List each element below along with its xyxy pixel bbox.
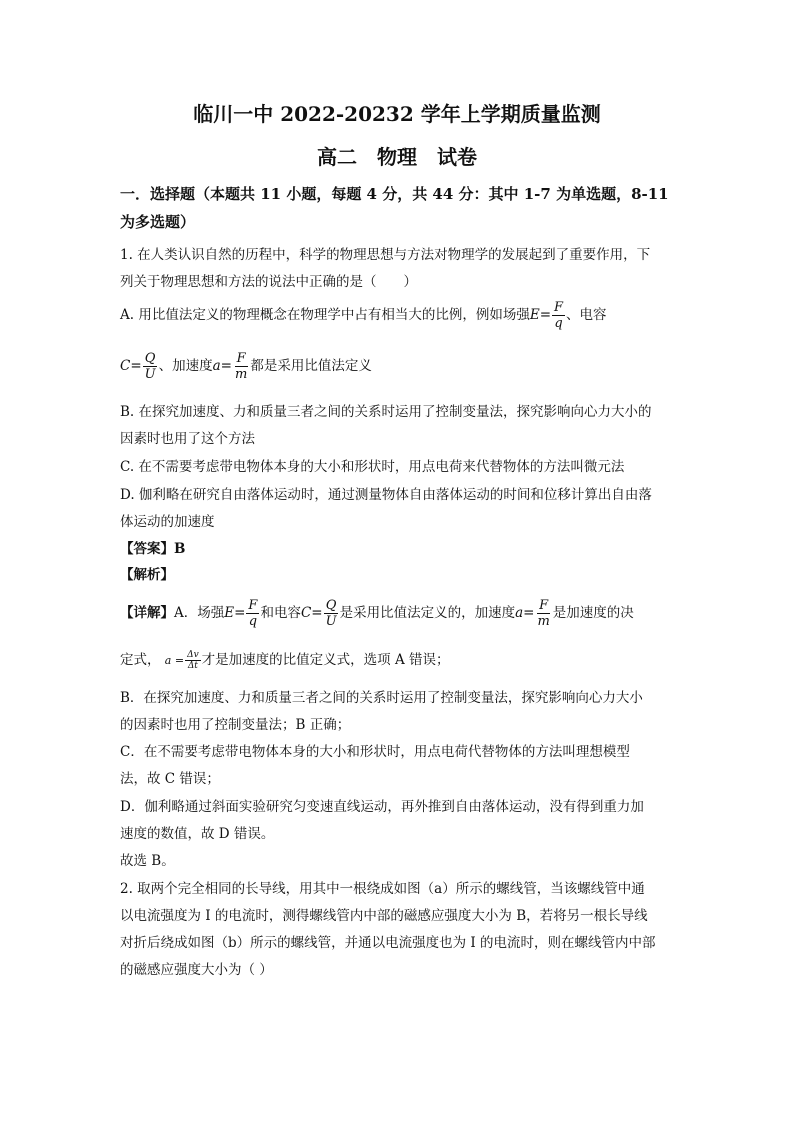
q2-stem-line4: 的磁感应强度大小为（ ） xyxy=(120,962,273,978)
fraction-f-over-q: $\frac{F}{q}$ xyxy=(248,598,258,629)
q1-option-c: C. 在不需要考虑带电物体本身的大小和形状时，用点电荷来代替物体的方法叫微元法 xyxy=(120,459,625,475)
q2-stem-line2: 以电流强度为 I 的电流时，测得螺线管内中部的磁感应强度大小为 B，若将另一根长导线 xyxy=(120,908,648,924)
exam-title: 临川一中 2022-20232 学年上学期质量监测 xyxy=(193,102,601,126)
formula-a: a= xyxy=(212,358,232,374)
paper-kind-label: 试卷 xyxy=(437,145,477,169)
q1-option-d-line1: D. 伽利略在研究自由落体运动时，通过测量物体自由落体运动的时间和位移计算出自由落 xyxy=(120,487,652,503)
grade-label: 高二 xyxy=(317,145,357,169)
fraction-dv-over-dt: $\frac{\Delta v}{\Delta t}$ xyxy=(187,650,199,671)
subject-label: 物理 xyxy=(377,145,417,169)
fraction-f-over-m: $\frac{F}{m}$ xyxy=(235,351,248,382)
formula-e: E= xyxy=(529,307,552,323)
q1-stem-line1: 1. 在人类认识自然的历程中，科学的物理思想与方法对物理学的发展起到了重要作用，下 xyxy=(120,247,651,263)
fraction-q-over-u: $\frac{Q}{U}$ xyxy=(325,598,337,629)
section-heading-line1: 一．选择题（本题共 11 小题，每题 4 分，共 44 分：其中 1-7 为单选题，8-11 xyxy=(120,185,669,203)
q1-option-a-line1: A. 用比值法定义的物理概念在物理学中占有相当大的比例，例如场强E= $\frac{F}{q}$ 、电容 xyxy=(120,300,607,331)
q1-detail-d-line1: D．伽利略通过斜面实验研究匀变速直线运动，再外推到自由落体运动，没有得到重力加 xyxy=(120,799,644,815)
q1-detail-b-line1: B．在探究加速度、力和质量三者之间的关系时运用了控制变量法，探究影响向心力大小 xyxy=(120,690,643,706)
q1-detail-line1: 【详解】A．场强E= $\frac{F}{q}$ 和电容C= $\frac{Q}{U}$ 是采用比值法定义的，加速度a= $\frac{F}{m}$ 是加速度的决 xyxy=(120,598,634,629)
fraction-f-over-m: $\frac{F}{m}$ xyxy=(537,598,550,629)
detail-tag: 【详解】 xyxy=(120,605,174,621)
q1-detail-d-line2: 速度的数值，故 D 错误。 xyxy=(120,826,275,842)
q1-detail-b-line2: 的因素时也用了控制变量法；B 正确； xyxy=(120,717,351,733)
q1-analysis-tag: 【解析】 xyxy=(120,567,174,583)
q1-stem-line2: 列关于物理思想和方法的说法中正确的是（ ） xyxy=(120,274,417,290)
q1-conclusion: 故选 B。 xyxy=(120,853,175,869)
q1-detail-c-line2: 法，故 C 错误； xyxy=(120,771,220,787)
formula-c: C= xyxy=(120,358,142,374)
q1-detail-line2: 定式， a = $\frac{\Delta v}{\Delta t}$ 才是加速度的比值定义式，选项 A 错误； xyxy=(120,650,450,671)
q1-option-a-text: A. 用比值法定义的物理概念在物理学中占有相当大的比例，例如场强 xyxy=(120,307,530,323)
q2-stem-line1: 2. 取两个完全相同的长导线，用其中一根绕成如图（a）所示的螺线管，当该螺线管中通 xyxy=(120,881,645,897)
exam-subtitle xyxy=(0,141,794,170)
fraction-q-over-u: $\frac{Q}{U}$ xyxy=(144,351,156,382)
q2-stem-line3: 对折后绕成如图（b）所示的螺线管，并通以电流强度也为 I 的电流时，则在螺线管内中部 xyxy=(120,935,656,951)
q1-option-b-line2: 因素时也用了这个方法 xyxy=(120,431,255,447)
q1-answer: 【答案】B xyxy=(120,541,186,557)
q1-option-b-line1: B. 在探究加速度、力和质量三者之间的关系时运用了控制变量法，探究影响向心力大小的 xyxy=(120,404,652,420)
q1-option-a-line2: C= $\frac{Q}{U}$ 、加速度a= $\frac{F}{m}$ 都是采用比值法定义 xyxy=(120,351,372,382)
fraction-f-over-q: $\frac{F}{q}$ xyxy=(554,300,564,331)
q1-option-d-line2: 体运动的加速度 xyxy=(120,514,215,530)
section-heading-line2: 为多选题） xyxy=(120,213,196,231)
q1-detail-c-line1: C．在不需要考虑带电物体本身的大小和形状时，用点电荷代替物体的方法叫理想模型 xyxy=(120,744,630,760)
